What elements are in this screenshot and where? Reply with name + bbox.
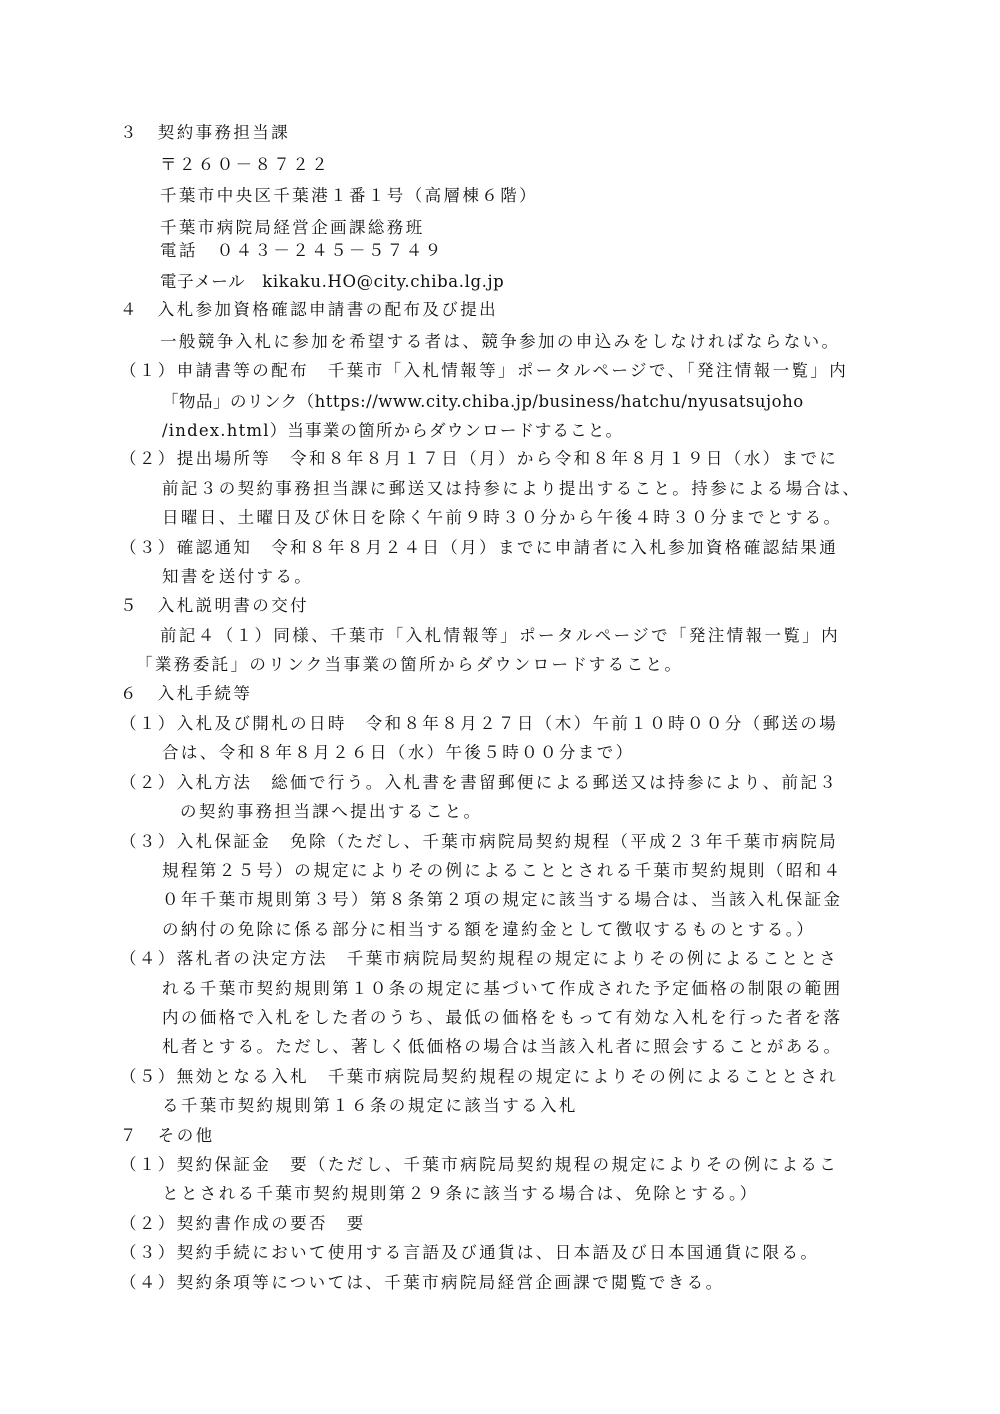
section-6-heading: ６ 入札手続等 [120, 684, 253, 703]
section-4-heading: ４ 入札参加資格確認申請書の配布及び提出 [120, 300, 498, 319]
item-7-4: （４）契約条項等については、千葉市病院局経営企画課で閲覧できる。 [120, 1273, 725, 1292]
paragraph-line: の納付の免除に係る部分に相当する額を違約金として徴収するものとする。） [162, 920, 816, 939]
paragraph-line: 知書を送付する。 [162, 567, 314, 586]
item-4-3: （３）確認通知 令和８年８月２４日（月）までに申請者に入札参加資格確認結果通 [120, 538, 839, 557]
item-4-1: （１）申請書等の配布 千葉市「入札情報等」ポータルページで、「発注情報一覧」内 [120, 361, 849, 380]
postal-code: 〒２６０－８７２２ [160, 155, 331, 174]
item-6-4: （４）落札者の決定方法 千葉市病院局契約規程の規定によりその例によることとさ [120, 949, 839, 968]
paragraph-line: 「業務委託」のリンク当事業の箇所からダウンロードすること。 [136, 655, 684, 674]
email-address: 電子メール kikaku.HO@city.chiba.lg.jp [160, 272, 505, 291]
paragraph-line: 日曜日、土曜日及び休日を除く午前９時３０分から午後４時３０分までとする。 [162, 508, 843, 527]
section-7-heading: ７ その他 [120, 1126, 215, 1145]
section-5-heading: ５ 入札説明書の交付 [120, 596, 309, 615]
paragraph-line: 前記４（１）同様、千葉市「入札情報等」ポータルページで「発注情報一覧」内 [160, 626, 841, 645]
paragraph-line: 前記３の契約事務担当課に郵送又は持参により提出すること。持参による場合は、 [162, 479, 862, 498]
paragraph-line: /index.html）当事業の箇所からダウンロードすること。 [162, 421, 624, 440]
item-7-2: （２）契約書作成の要否 要 [120, 1214, 366, 1233]
paragraph-line: ととされる千葉市契約規則第２９条に該当する場合は、免除とする。） [162, 1184, 759, 1203]
paragraph-line: る千葉市契約規則第１６条の規定に該当する入札 [162, 1096, 578, 1115]
paragraph-line: 札者とする。ただし、著しく低価格の場合は当該入札者に照会することがある。 [162, 1037, 843, 1056]
address-line: 千葉市中央区千葉港１番１号（高層棟６階） [160, 186, 538, 205]
item-4-2: （２）提出場所等 令和８年８月１７日（月）から令和８年８月１９日（水）までに [120, 449, 839, 468]
paragraph-line: 内の価格で入札をした者のうち、最低の価格をもって有効な入札を行った者を落 [162, 1008, 843, 1027]
paragraph-line: の契約事務担当課へ提出すること。 [180, 802, 483, 821]
paragraph-line: ０年千葉市規則第３号）第８条第２項の規定に該当する場合は、当該入札保証金 [162, 890, 843, 909]
paragraph-line: 一般競争入札に参加を希望する者は、競争参加の申込みをしなければならない。 [160, 332, 841, 351]
item-6-2: （２）入札方法 総価で行う。入札書を書留郵便による郵送又は持参により、前記３ [120, 773, 839, 792]
section-3-heading: ３ 契約事務担当課 [120, 123, 291, 142]
paragraph-line: れる千葉市契約規則第１０条の規定に基づいて作成された予定価格の制限の範囲 [162, 979, 843, 998]
item-7-3: （３）契約手続において使用する言語及び通貨は、日本語及び日本国通貨に限る。 [120, 1243, 820, 1262]
item-7-1: （１）契約保証金 要（ただし、千葉市病院局契約規程の規定によりその例によるこ [120, 1155, 839, 1174]
paragraph-line: 規程第２５号）の規定によりその例によることとされる千葉市契約規則（昭和４ [162, 861, 843, 880]
item-6-3: （３）入札保証金 免除（ただし、千葉市病院局契約規程（平成２３年千葉市病院局 [120, 832, 839, 851]
item-6-5: （５）無効となる入札 千葉市病院局契約規程の規定によりその例によることとされ [120, 1067, 839, 1086]
paragraph-line: 合は、令和８年８月２６日（水）午後５時００分まで） [162, 743, 635, 762]
url-line: 「物品」のリンク（https://www.city.chiba.jp/business/hatchu/nyusatsujoho [162, 392, 804, 411]
department-name: 千葉市病院局経営企画課総務班 [160, 218, 425, 237]
item-6-1: （１）入札及び開札の日時 令和８年８月２７日（木）午前１０時００分（郵送の場 [120, 714, 839, 733]
phone-number: 電話 ０４３－２４５－５７４９ [160, 241, 444, 260]
